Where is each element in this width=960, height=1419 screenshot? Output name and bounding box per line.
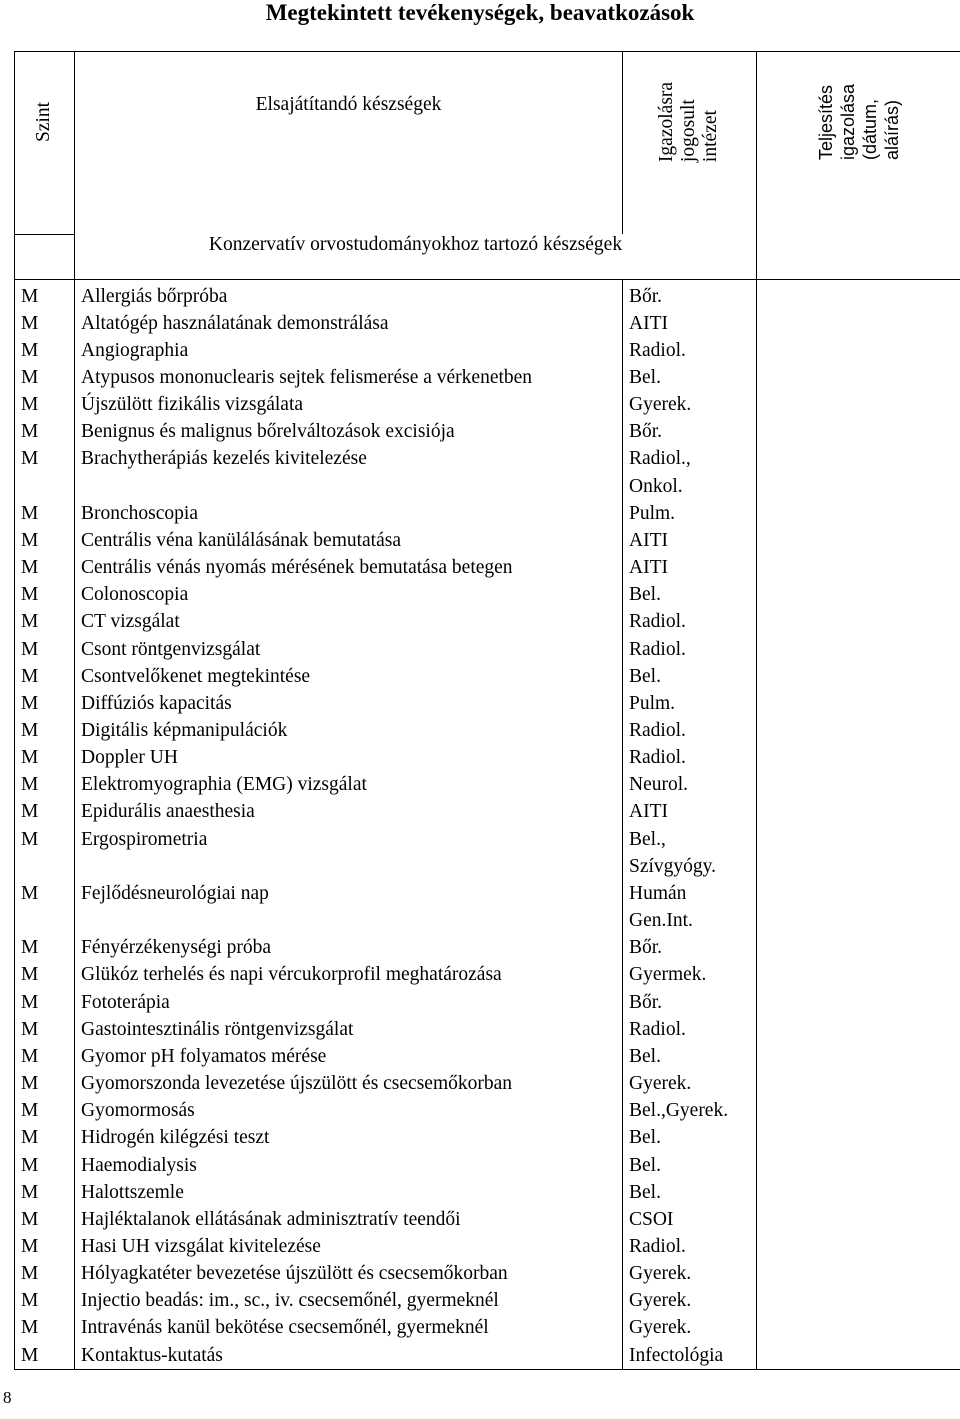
level-cell: M [15,771,75,798]
institution-cell: Radiol. [623,1016,757,1043]
level-cell: M [15,1260,75,1287]
completion-cell[interactable] [757,1070,960,1097]
skill-cell: Csontvelőkenet megtekintése [75,663,623,690]
completion-cell[interactable] [757,581,960,608]
institution-cell: Gyermek. [623,961,757,988]
table-row [15,608,960,635]
institution-cell: Gyerek. [623,1070,757,1097]
skill-cell: Ergospirometria [75,826,623,880]
institution-cell: Bel. [623,364,757,391]
institution-cell: Radiol., Onkol. [623,445,757,499]
institution-cell: Bőr. [623,279,757,310]
table-row [15,279,960,310]
institution-cell: AITI [623,554,757,581]
table-row [15,500,960,527]
skill-cell: Fototerápia [75,989,623,1016]
completion-cell[interactable] [757,500,960,527]
completion-cell[interactable] [757,1314,960,1341]
table-row [15,826,960,880]
table-row [15,744,960,771]
table-row [15,1287,960,1314]
completion-cell[interactable] [757,1206,960,1233]
skill-cell: Bronchoscopia [75,500,623,527]
level-cell: M [15,554,75,581]
skill-cell: Intravénás kanül bekötése csecsemőnél, gyermeknél [75,1314,623,1341]
level-cell: M [15,961,75,988]
completion-cell[interactable] [757,1016,960,1043]
skill-cell: CT vizsgálat [75,608,623,635]
level-cell: M [15,418,75,445]
table-row [15,663,960,690]
level-cell: M [15,1097,75,1124]
header-institution: Igazolásra jogosult intézet [623,52,757,235]
completion-cell[interactable] [757,1287,960,1314]
institution-cell: Bel.,Gyerek. [623,1097,757,1124]
table-row [15,961,960,988]
skill-cell: Halottszemle [75,1179,623,1206]
institution-cell: Bőr. [623,418,757,445]
table-row [15,1179,960,1206]
table-row [15,1342,960,1370]
table-row [15,1016,960,1043]
skill-cell: Újszülött fizikális vizsgálata [75,391,623,418]
level-cell: M [15,1342,75,1370]
table-row [15,1152,960,1179]
level-cell: M [15,1206,75,1233]
section-title: Konzervatív orvostudományokhoz tartozó készségek [75,234,757,279]
level-cell: M [15,337,75,364]
level-cell: M [15,364,75,391]
level-cell: M [15,636,75,663]
header-completion: Teljesítés igazolása (dátum, aláírás) [757,52,960,280]
institution-cell: Humán Gen.Int. [623,880,757,934]
skill-cell: Gyomorszonda levezetése újszülött és csecsemőkorban [75,1070,623,1097]
institution-cell: Bőr. [623,989,757,1016]
level-cell: M [15,1314,75,1341]
institution-cell: Pulm. [623,500,757,527]
institution-cell: Gyerek. [623,1287,757,1314]
level-cell: M [15,1043,75,1070]
table-row [15,636,960,663]
institution-cell: Bőr. [623,934,757,961]
skill-cell: Injectio beadás: im., sc., iv. csecsemőnél, gyermeknél [75,1287,623,1314]
skill-cell: Allergiás bőrpróba [75,279,623,310]
table-row [15,1314,960,1341]
level-cell: M [15,527,75,554]
skills-list [15,279,960,1369]
institution-cell: Gyerek. [623,391,757,418]
table-row [15,1070,960,1097]
institution-cell: Bel. [623,581,757,608]
table-row [15,527,960,554]
completion-cell[interactable] [757,934,960,961]
table-row [15,880,960,934]
level-cell: M [15,826,75,880]
completion-cell[interactable] [757,663,960,690]
skill-cell: Glükóz terhelés és napi vércukorprofil meghatározása [75,961,623,988]
table-row [15,391,960,418]
completion-cell[interactable] [757,364,960,391]
skill-cell: Diffúziós kapacitás [75,690,623,717]
table-row [15,445,960,499]
page-title: Megtekintett tevékenységek, beavatkozások [265,0,695,25]
table-row [15,337,960,364]
institution-cell: Radiol. [623,1233,757,1260]
completion-cell[interactable] [757,1152,960,1179]
table-row [15,1260,960,1287]
skill-cell: Altatógép használatának demonstrálása [75,310,623,337]
level-cell: M [15,663,75,690]
completion-cell[interactable] [757,1179,960,1206]
skill-cell: Epidurális anaesthesia [75,798,623,825]
completion-cell[interactable] [757,1043,960,1070]
level-cell: M [15,1179,75,1206]
institution-cell: Radiol. [623,608,757,635]
page-number: 8 [3,1388,12,1407]
completion-cell[interactable] [757,445,960,499]
institution-cell: Bel. [623,1152,757,1179]
skill-cell: Doppler UH [75,744,623,771]
completion-cell[interactable] [757,989,960,1016]
table-row [15,364,960,391]
institution-cell: Gyerek. [623,1314,757,1341]
table-row [15,989,960,1016]
skill-cell: Hajléktalanok ellátásának adminisztratív teendői [75,1206,623,1233]
level-cell: M [15,934,75,961]
institution-cell: Bel. [623,663,757,690]
table-row [15,1124,960,1151]
skill-cell: Fejlődésneurológiai nap [75,880,623,934]
institution-cell: Radiol. [623,744,757,771]
skill-cell: Colonoscopia [75,581,623,608]
level-cell: M [15,608,75,635]
completion-cell[interactable] [757,636,960,663]
table-row [15,771,960,798]
skill-cell: Centrális vénás nyomás mérésének bemutatása betegen [75,554,623,581]
skill-cell: Hasi UH vizsgálat kivitelezése [75,1233,623,1260]
completion-cell[interactable] [757,1124,960,1151]
completion-cell[interactable] [757,310,960,337]
completion-cell[interactable] [757,798,960,825]
institution-cell: Bel., Szívgyógy. [623,826,757,880]
institution-cell: AITI [623,798,757,825]
skill-cell: Kontaktus-kutatás [75,1342,623,1370]
level-cell: M [15,1016,75,1043]
completion-cell[interactable] [757,418,960,445]
skill-cell: Atypusos mononuclearis sejtek felismerése a vérkenetben [75,364,623,391]
completion-cell[interactable] [757,826,960,880]
table-row [15,1233,960,1260]
institution-cell: Radiol. [623,636,757,663]
completion-cell[interactable] [757,554,960,581]
completion-cell[interactable] [757,391,960,418]
header-level: Szint [15,52,75,235]
level-cell: M [15,1124,75,1151]
completion-cell[interactable] [757,717,960,744]
skill-cell: Csont röntgenvizsgálat [75,636,623,663]
level-cell: M [15,798,75,825]
skill-cell: Elektromyographia (EMG) vizsgálat [75,771,623,798]
completion-cell[interactable] [757,337,960,364]
skill-cell: Hidrogén kilégzési teszt [75,1124,623,1151]
completion-cell[interactable] [757,744,960,771]
skill-cell: Gyomor pH folyamatos mérése [75,1043,623,1070]
level-cell: M [15,989,75,1016]
institution-cell: Bel. [623,1043,757,1070]
skills-table [14,51,960,1370]
skill-cell: Brachytherápiás kezelés kivitelezése [75,445,623,499]
institution-cell: Radiol. [623,337,757,364]
table-row [15,798,960,825]
skill-cell: Gyomormosás [75,1097,623,1124]
completion-cell[interactable] [757,690,960,717]
institution-cell: Pulm. [623,690,757,717]
skill-cell: Benignus és malignus bőrelváltozások excisiója [75,418,623,445]
completion-cell[interactable] [757,1233,960,1260]
completion-cell[interactable] [757,608,960,635]
level-cell: M [15,690,75,717]
level-cell: M [15,445,75,499]
level-cell: M [15,391,75,418]
skill-cell: Centrális véna kanülálásának bemutatása [75,527,623,554]
level-cell: M [15,1070,75,1097]
table-row [15,418,960,445]
table-row [15,554,960,581]
table-row [15,581,960,608]
completion-cell[interactable] [757,771,960,798]
institution-cell: Radiol. [623,717,757,744]
skill-cell: Digitális képmanipulációk [75,717,623,744]
skill-cell: Fényérzékenységi próba [75,934,623,961]
completion-cell[interactable] [757,1260,960,1287]
institution-cell: Gyerek. [623,1260,757,1287]
table-row [15,717,960,744]
completion-cell[interactable] [757,1097,960,1124]
level-cell: M [15,1287,75,1314]
institution-cell: Infectológia [623,1342,757,1370]
level-cell: M [15,500,75,527]
level-cell: M [15,279,75,310]
institution-cell: CSOI [623,1206,757,1233]
header-skills: Elsajátítandó készségek [75,52,623,235]
skill-cell: Hólyagkatéter bevezetése újszülött és csecsemőkorban [75,1260,623,1287]
table-row [15,934,960,961]
level-cell: M [15,744,75,771]
level-cell: M [15,880,75,934]
table-row [15,690,960,717]
institution-cell: Bel. [623,1179,757,1206]
table-row [15,310,960,337]
completion-cell[interactable] [757,279,960,310]
completion-cell[interactable] [757,880,960,934]
level-cell: M [15,717,75,744]
skill-cell: Gastointesztinális röntgenvizsgálat [75,1016,623,1043]
skill-cell: Haemodialysis [75,1152,623,1179]
section-level-cell [15,234,75,279]
institution-cell: AITI [623,527,757,554]
level-cell: M [15,310,75,337]
institution-cell: AITI [623,310,757,337]
completion-cell[interactable] [757,1342,960,1370]
level-cell: M [15,1233,75,1260]
institution-cell: Neurol. [623,771,757,798]
table-row [15,1097,960,1124]
table-row [15,1206,960,1233]
table-row [15,1043,960,1070]
level-cell: M [15,1152,75,1179]
completion-cell[interactable] [757,961,960,988]
level-cell: M [15,581,75,608]
completion-cell[interactable] [757,527,960,554]
institution-cell: Bel. [623,1124,757,1151]
skill-cell: Angiographia [75,337,623,364]
